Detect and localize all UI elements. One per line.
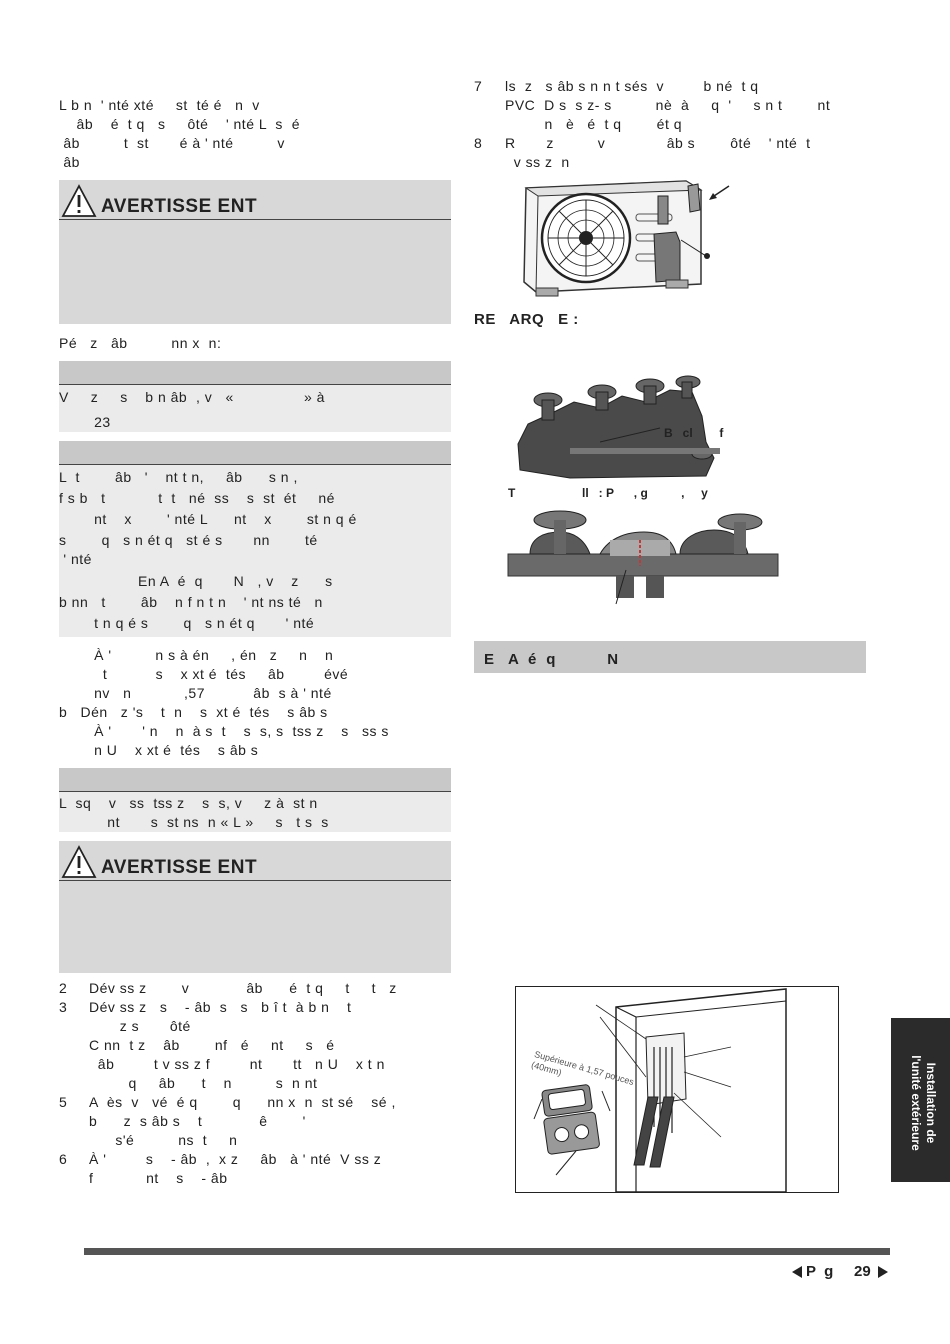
text-line: L sq v ss tss z s s, v z à st n: [59, 795, 318, 811]
numbered-list: [474, 77, 874, 172]
text-line: s'é ns t n: [89, 1132, 238, 1148]
text-line: t s x xt é tés âb évé: [59, 666, 349, 682]
list-number: 5: [59, 1094, 68, 1110]
text-line: f nt s - âb: [89, 1170, 228, 1186]
info-box-header: [59, 361, 451, 385]
text-line: 23: [59, 414, 111, 430]
text-line: nt s st ns n « L » s t s s: [59, 814, 329, 830]
list-number: 3: [59, 999, 68, 1015]
list-item: [474, 77, 874, 134]
text-line: q âb t n s n nt: [89, 1075, 318, 1091]
text-line: C nn t z âb nf é nt s é: [89, 1037, 335, 1053]
text-line: À ' s - âb , x z âb à ' nté V ss z: [89, 1151, 382, 1167]
wiring-diagram-frame: [515, 986, 839, 1193]
clamp-label: B cl f: [664, 426, 724, 440]
text-line: b z s âb s t ê ': [89, 1113, 306, 1129]
steps-block: [59, 646, 451, 760]
text-line: n U x xt é tés s âb s: [59, 742, 259, 758]
text-line: v ss z n: [505, 154, 570, 170]
info-box: [59, 792, 451, 832]
text-line: s q s n ét q st é s nn té: [59, 532, 318, 548]
text-line: f s b t t t né ss s st ét né: [59, 490, 335, 506]
text-line: En A é q N , v z s: [59, 573, 333, 589]
warning-title: AVERTISSE ENT: [101, 196, 258, 217]
text-line: Dév ss z v âb é t q t t z: [89, 980, 397, 996]
text-line: L b n ' nté xté st té é n v: [59, 97, 260, 113]
side-tab-text: [908, 1028, 938, 1178]
list-number: 8: [474, 135, 483, 151]
region-bar-label: E A é q N: [484, 651, 619, 668]
side-tab-line: Installation de: [924, 1062, 938, 1144]
text-line: À ' n s à én , én z n n: [59, 647, 334, 663]
list-item: [59, 1150, 451, 1188]
wiring-diagram-illustration: [516, 987, 838, 1192]
text-line: R z v âb s ôté ' nté t: [505, 135, 811, 151]
clamp-label: T ll : P , g , y: [508, 486, 708, 500]
numbered-list: [59, 979, 451, 1188]
list-number: 7: [474, 78, 483, 94]
cable-clamp-illustration: [500, 510, 782, 606]
text-line: n è é t q ét q: [505, 116, 683, 132]
footer-rule: [84, 1248, 890, 1255]
remark-heading: RE ARQ E :: [474, 311, 579, 328]
connect-label: Pé z âb nn x n:: [59, 335, 222, 351]
list-item: [59, 998, 451, 1093]
region-bar: [474, 641, 866, 673]
warning-triangle-icon: [61, 845, 97, 879]
list-number: 6: [59, 1151, 68, 1167]
text-line: Dév ss z s - âb s s b î t à b n t: [89, 999, 352, 1015]
text-line: nt x ' nté L nt x st n q é: [59, 511, 357, 527]
outdoor-unit-illustration: [516, 176, 776, 308]
dimension-label: Supérieure à 1,57 pouces (40mm): [530, 1049, 636, 1088]
warning-triangle-icon: [61, 184, 97, 218]
info-box-header: [59, 441, 451, 465]
text-line: ' nté: [59, 551, 92, 567]
text-line: À ' ' n n à s t s s, s tss z s ss s: [59, 723, 389, 739]
warning-box: [59, 841, 451, 973]
warning-box: [59, 180, 451, 324]
text-line: L t âb ' nt t n, âb s n ,: [59, 469, 298, 485]
section-side-tab: [891, 1018, 950, 1182]
page-number-block: [792, 1262, 892, 1284]
list-item: [59, 1093, 451, 1150]
list-number: 2: [59, 980, 68, 996]
text-line: ls z s âb s n n t sés v b né t q: [505, 78, 759, 94]
text-line: âb: [59, 154, 80, 170]
text-line: âb t st é à ' nté v: [59, 135, 285, 151]
intro-paragraph: [59, 96, 451, 172]
text-line: b Dén z 's t n s xt é tés s âb s: [59, 704, 328, 720]
side-tab-line: l'unité extérieure: [909, 1055, 923, 1151]
text-line: A ès v vé é q q nn x n st sé sé ,: [89, 1094, 396, 1110]
text-line: z s ôté: [89, 1018, 191, 1034]
text-line: âb é t q s ôté ' nté L s é: [59, 116, 300, 132]
info-box: [59, 465, 451, 637]
text-line: nv n ,57 âb s à ' nté: [59, 685, 332, 701]
text-line: PVC D s s z- s nè à q ' s n t nt: [505, 97, 831, 113]
info-box: [59, 385, 451, 432]
text-line: b nn t âb n f n t n ' nt ns té n: [59, 594, 323, 610]
list-item: [474, 134, 874, 172]
text-line: t n q é s q s n ét q ' nté: [59, 615, 315, 631]
next-arrow-icon: [878, 1266, 888, 1278]
page-number: 29: [854, 1263, 871, 1280]
info-box-header: [59, 768, 451, 792]
list-item: [59, 979, 451, 998]
text-line: V z s b n âb , v « » à: [59, 389, 325, 405]
warning-title: AVERTISSE ENT: [101, 857, 258, 878]
page-label: P g: [806, 1263, 834, 1280]
text-line: âb t v ss z f nt tt n U x t n: [89, 1056, 385, 1072]
prev-arrow-icon: [792, 1266, 802, 1278]
